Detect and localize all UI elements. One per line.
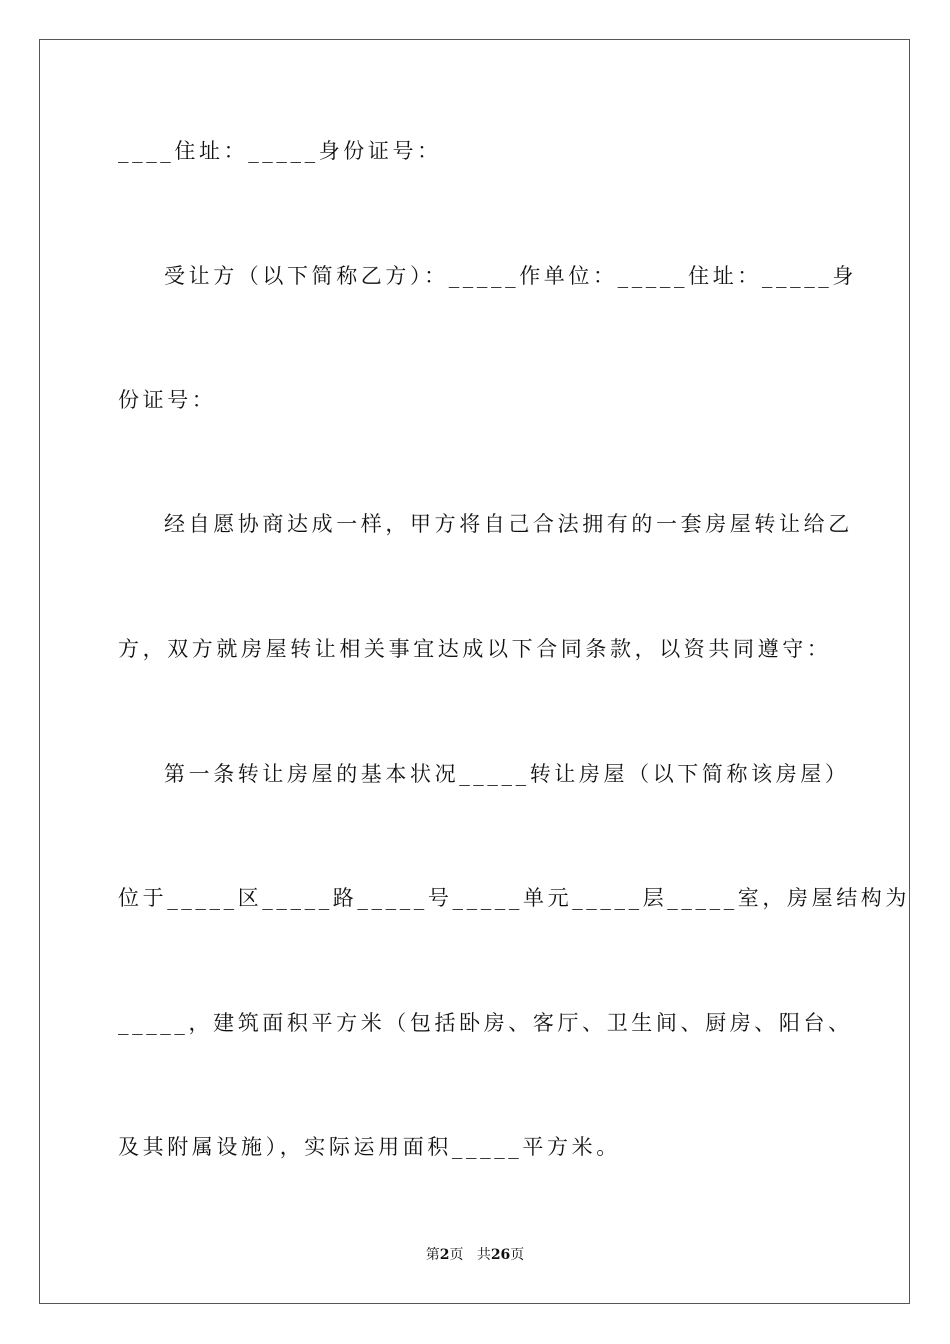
text-line-9: 及其附属设施），实际运用面积_____平方米。 bbox=[118, 1135, 621, 1159]
footer-page-suffix: 页 bbox=[449, 1247, 464, 1263]
page-footer bbox=[0, 1246, 950, 1264]
footer-page-prefix: 第 bbox=[425, 1247, 440, 1263]
footer-total-number: 26 bbox=[490, 1247, 511, 1263]
text-line-3: 份证号： bbox=[118, 388, 217, 412]
text-line-7: 位于_____区_____路_____号_____单元_____层_____室，房屋结构为 bbox=[118, 886, 910, 910]
footer-page-number: 2 bbox=[439, 1247, 450, 1263]
text-line-1: ____住址：_____身份证号： bbox=[118, 139, 442, 163]
page-border bbox=[39, 39, 910, 1304]
footer-total-suffix: 页 bbox=[510, 1247, 525, 1263]
text-line-4: 经自愿协商达成一样，甲方将自己合法拥有的一套房屋转让给乙 bbox=[164, 512, 853, 536]
text-line-6: 第一条转让房屋的基本状况_____转让房屋（以下简称该房屋） bbox=[164, 762, 850, 786]
text-line-8: _____，建筑面积平方米（包括卧房、客厅、卫生间、厨房、阳台、 bbox=[118, 1011, 853, 1035]
text-line-5: 方，双方就房屋转让相关事宜达成以下合同条款，以资共同遵守： bbox=[118, 637, 832, 661]
text-line-2: 受让方（以下简称乙方）：_____作单位：_____住址：_____身 bbox=[164, 264, 857, 288]
footer-total-prefix: 共 bbox=[476, 1247, 491, 1263]
